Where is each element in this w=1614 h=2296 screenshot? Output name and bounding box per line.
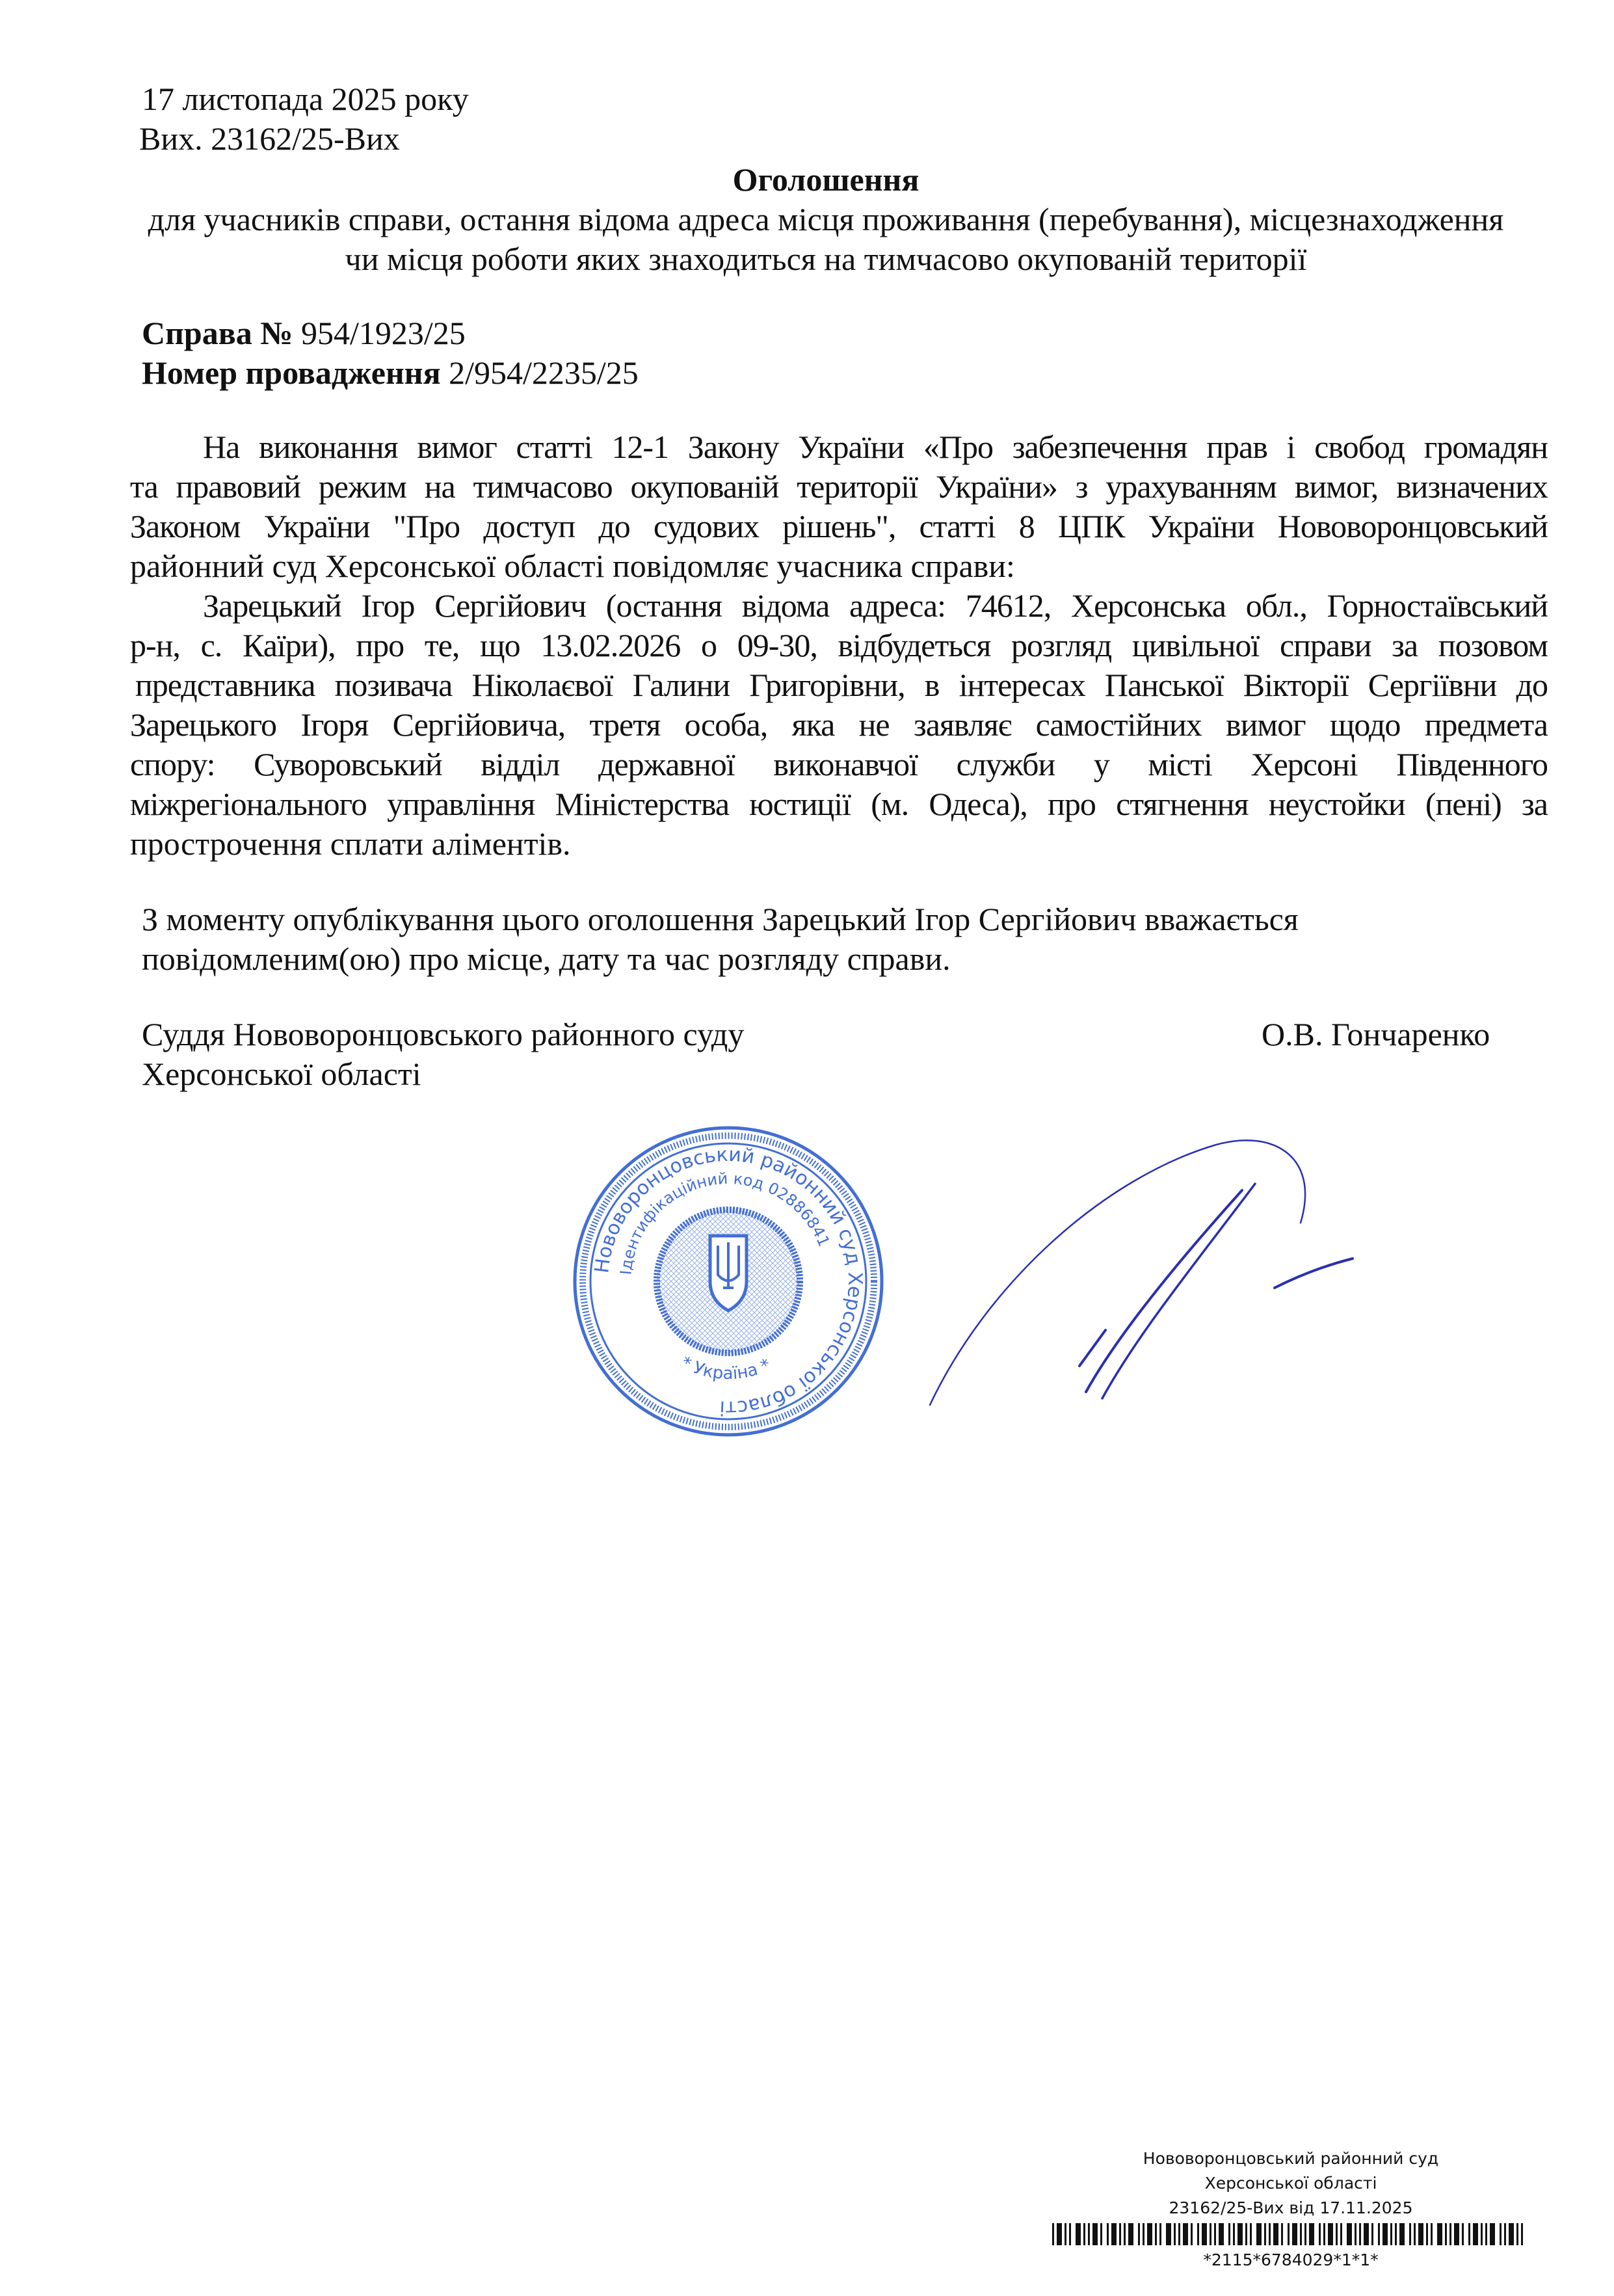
- barcode-bar: [1500, 2223, 1502, 2245]
- barcode-bar: [1124, 2223, 1126, 2245]
- barcode-bar: [1521, 2223, 1523, 2245]
- barcode-bar: [1300, 2223, 1302, 2245]
- barcode-bar: [1395, 2223, 1397, 2245]
- notice-line: повідомленим(ою) про місце, дату та час розгляду справи.: [142, 941, 951, 977]
- barcode-bar: [1119, 2223, 1121, 2245]
- barcode-bar: [1281, 2223, 1283, 2245]
- barcode-bar: [1449, 2223, 1451, 2245]
- barcode-bar: [1309, 2223, 1314, 2245]
- barcode-bar: [1454, 2223, 1459, 2245]
- barcode-bar: [1191, 2223, 1193, 2245]
- barcode-bar: [1336, 2223, 1338, 2245]
- body-line: прострочення сплати аліментів.: [130, 825, 571, 862]
- barcode-bar: [1052, 2223, 1054, 2245]
- body-line: представника позивача Ніколаєвої Галини Григорівни, в інтересах Панської Вікторії Сергіївни до: [135, 667, 1548, 703]
- barcode-bar: [1237, 2223, 1243, 2245]
- body-line: районний суд Херсонської області повідомляє учасника справи:: [130, 548, 1015, 584]
- notice-paragraph: [142, 900, 1299, 979]
- barcode-bar: [1202, 2223, 1207, 2245]
- case-number: 954/1923/25: [300, 315, 466, 351]
- official-stamp: [559, 1112, 897, 1450]
- barcode-bar: [1292, 2223, 1297, 2245]
- barcode: [1052, 2223, 1530, 2245]
- barcode-bar: [1138, 2223, 1140, 2245]
- proceeding-number-line: [142, 353, 639, 393]
- body-paragraphs: [130, 427, 1548, 864]
- barcode-bar: [1076, 2223, 1081, 2245]
- body-line: та правовий режим на тимчасово окупованій території України» з урахуванням вимог, визначених: [130, 468, 1548, 505]
- body-line: міжрегіонального управління Міністерства юстиції (м. Одеса), про стягнення неустойки (пені) за: [130, 786, 1548, 822]
- stamp-bottom-text: * Україна *: [678, 1352, 774, 1384]
- barcode-bar: [1359, 2223, 1361, 2245]
- barcode-bar: [1481, 2223, 1483, 2245]
- barcode-bar: [1516, 2223, 1518, 2245]
- barcode-bar: [1147, 2223, 1152, 2245]
- handwritten-signature: [910, 1119, 1366, 1431]
- body-line: р-н, с. Каїри), про те, що 13.02.2026 о 09-30, відбудеться розгляд цивільної справи за позовом: [130, 627, 1548, 663]
- barcode-bar: [1355, 2223, 1356, 2245]
- barcode-bar: [1347, 2223, 1352, 2245]
- barcode-bar: [1088, 2223, 1090, 2245]
- barcode-bar: [1092, 2223, 1098, 2245]
- barcode-bar: [1228, 2223, 1230, 2245]
- judge-name: О.В. Гончаренко: [1262, 1016, 1490, 1052]
- footer-region: Херсонської області: [1204, 2174, 1377, 2193]
- barcode-text: *2115*6784029*1*1*: [1203, 2250, 1379, 2269]
- judge-position-line-2: Херсонської області: [142, 1056, 421, 1092]
- barcode-bar: [1111, 2223, 1117, 2245]
- barcode-bar: [1490, 2223, 1495, 2245]
- proceeding-number: 2/954/2235/25: [449, 354, 639, 391]
- barcode-bar: [1426, 2223, 1428, 2245]
- barcode-bar: [1219, 2223, 1224, 2245]
- body-line: Зарецький Ігор Сергійович (остання відома адреса: 74612, Херсонська обл., Горностаївський: [203, 587, 1548, 624]
- barcode-bar: [1323, 2223, 1325, 2245]
- barcode-bar: [1304, 2223, 1306, 2245]
- barcode-bar: [1319, 2223, 1321, 2245]
- barcode-bar: [1509, 2223, 1514, 2245]
- barcode-bar: [1128, 2223, 1133, 2245]
- barcode-bar: [1437, 2223, 1442, 2245]
- barcode-bar: [1269, 2223, 1271, 2245]
- barcode-bar: [1264, 2223, 1266, 2245]
- barcode-bar: [1159, 2223, 1161, 2245]
- stamp-outer-text: Нововоронцовський районний суд Херсонської області: [590, 1143, 867, 1420]
- barcode-bar: [1100, 2223, 1102, 2245]
- barcode-bar: [1340, 2223, 1342, 2245]
- body-line: На виконання вимог статті 12-1 Закону України «Про забезпечення прав і свобод громадян: [203, 429, 1548, 465]
- barcode-bar: [1256, 2223, 1262, 2245]
- barcode-bar: [1183, 2223, 1188, 2245]
- barcode-bar: [1409, 2223, 1411, 2245]
- body-line: спору: Суворовський відділ державної виконавчої служби у місті Херсоні Південного: [130, 746, 1548, 782]
- barcode-bar: [1288, 2223, 1290, 2245]
- barcode-bar: [1382, 2223, 1388, 2245]
- barcode-bar: [1364, 2223, 1369, 2245]
- barcode-bar: [1178, 2223, 1180, 2245]
- barcode-bar: [1473, 2223, 1478, 2245]
- barcode-bar: [1504, 2223, 1506, 2245]
- body-line: Зарецького Ігоря Сергійовича, третя особа, яка не заявляє самостійних вимог щодо предмета: [130, 706, 1548, 743]
- barcode-bar: [1166, 2223, 1171, 2245]
- barcode-bar: [1107, 2223, 1109, 2245]
- judge-position-line-1: Суддя Нововоронцовського районного суду: [142, 1016, 745, 1052]
- barcode-bar: [1462, 2223, 1464, 2245]
- case-number-line: [142, 314, 466, 353]
- barcode-bar: [1155, 2223, 1157, 2245]
- barcode-bar: [1214, 2223, 1216, 2245]
- stamp-inner-text: Ідентифікаційний код 02886841: [616, 1169, 834, 1276]
- footer-court-name: Нововоронцовський районний суд: [1143, 2149, 1439, 2168]
- document-date: 17 листопада 2025 року: [142, 81, 469, 117]
- notice-line: З моменту опублікування цього оголошення Зарецький Ігор Сергійович вважається: [142, 901, 1299, 937]
- barcode-bar: [1328, 2223, 1333, 2245]
- barcode-bar: [1445, 2223, 1447, 2245]
- barcode-bar: [1431, 2223, 1433, 2245]
- barcode-bar: [1057, 2223, 1062, 2245]
- registration-footer: [1053, 2146, 1528, 2221]
- case-label: Справа №: [142, 315, 293, 351]
- barcode-bar: [1390, 2223, 1392, 2245]
- barcode-bar: [1233, 2223, 1235, 2245]
- subtitle-line-1: для учасників справи, остання відома адреса місця проживання (перебування), місцезнаходження: [148, 201, 1504, 237]
- barcode-bar: [1418, 2223, 1423, 2245]
- barcode-bar: [1273, 2223, 1278, 2245]
- barcode-bar: [1143, 2223, 1144, 2245]
- barcode-bar: [1250, 2223, 1252, 2245]
- document-title: Оголошення: [732, 161, 919, 198]
- barcode-bar: [1378, 2223, 1380, 2245]
- barcode-bar: [1069, 2223, 1071, 2245]
- barcode-bar: [1065, 2223, 1066, 2245]
- trident-icon: [710, 1236, 747, 1311]
- barcode-bar: [1485, 2223, 1487, 2245]
- subtitle-line-2: чи місця роботи яких знаходиться на тимчасово окупованій території: [345, 241, 1307, 277]
- barcode-bar: [1210, 2223, 1211, 2245]
- barcode-bar: [1414, 2223, 1416, 2245]
- barcode-bar: [1083, 2223, 1085, 2245]
- barcode-bar: [1399, 2223, 1405, 2245]
- barcode-bar: [1245, 2223, 1247, 2245]
- barcode-bar: [1174, 2223, 1176, 2245]
- footer-registration: 23162/25-Вих від 17.11.2025: [1169, 2198, 1413, 2217]
- judge-position: [142, 1015, 744, 1094]
- barcode-bar: [1371, 2223, 1373, 2245]
- barcode-bar: [1197, 2223, 1199, 2245]
- outgoing-number: Вих. 23162/25-Вих: [139, 120, 400, 157]
- body-line: Законом України "Про доступ до судових рішень", статті 8 ЦПК України Нововоронцовський: [130, 508, 1548, 544]
- barcode-bar: [1468, 2223, 1470, 2245]
- proceeding-label: Номер провадження: [142, 354, 441, 391]
